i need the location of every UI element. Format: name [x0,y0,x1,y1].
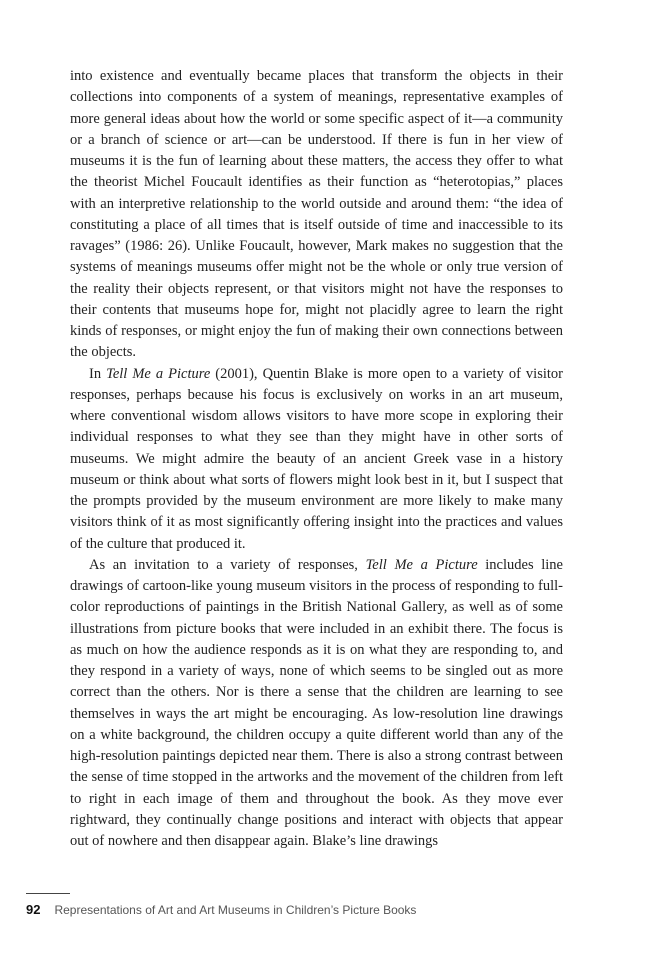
text-run: As an invitation to a variety of responses, [89,556,366,573]
footer-rule [26,893,70,894]
body-text [70,66,563,852]
text-run: into existence and eventually became places that transform the objects in their collections into components of a system of meanings, representative examples of more general ideas about how the world or some specific aspect of it—a community or a branch of science or art—can be understood. If there is fun in her view of museums it is the fun of learning about these matters, the access they offer to what the theorist Michel Foucault identifies as their function as “heterotopias,” places with an interpretive relationship to the world outside and around them: “the idea of constituting a place of all times that is itself outside of time and inaccessible to its ravages” (1986: 26). Unlike Foucault, however, Mark makes no suggestion that the systems of meanings museums offer might not be the whole or only true version of the reality their objects represent, or that visitors might not have the responses to their contents that museums hope for, might not placidly agree to learn the right kinds of responses, or might enjoy the fun of making their own connections between the objects. [70,68,563,361]
text-run: In [89,365,107,382]
running-title: Representations of Art and Art Museums in Children’s Picture Books [54,903,417,917]
book-title: Tell Me a Picture [106,365,211,382]
paragraph [70,364,563,555]
book-title: Tell Me a Picture [365,556,478,573]
page-footer [26,902,586,917]
text-run: includes line drawings of cartoon-like young museum visitors in the process of responding to full-color reproductions of paintings in the British National Gallery, as well as of some illustrations from picture books that were included in an exhibit there. The focus is as much on how the audience responds as it is on what they are responding to, and they respond in a variety of ways, none of which seems to be singled out as more correct than the others. Nor is there a sense that the children are learning to see themselves in ways the art might be encouraging. As low-resolution line drawings on a white background, the children occupy a quite different world than any of the high-resolution paintings depicted near them. There is also a strong contrast between the sense of time stopped in the artworks and the movement of the children from left to right in each image of them and throughout the book. As they move ever rightward, they continually change positions and interact with objects that appear out of nowhere and then disappear again. Blake’s line drawings [70,556,563,849]
paragraph [70,66,563,364]
paragraph [70,555,563,853]
page-number: 92 [26,902,41,917]
text-run: (2001), Quentin Blake is more open to a variety of visitor responses, perhaps because his focus is exclusively on works in an art museum, where conventional wisdom allows visitors to have more scope in exploring their individual responses to what they see than they might have in other sorts of museums. We might admire the beauty of an ancient Greek vase in a history museum or think about what sorts of flowers might look best in it, but I suspect that the prompts provided by the museum environment are more likely to make many visitors think of it as most significantly offering insight into the practices and values of the culture that produced it. [70,365,563,552]
